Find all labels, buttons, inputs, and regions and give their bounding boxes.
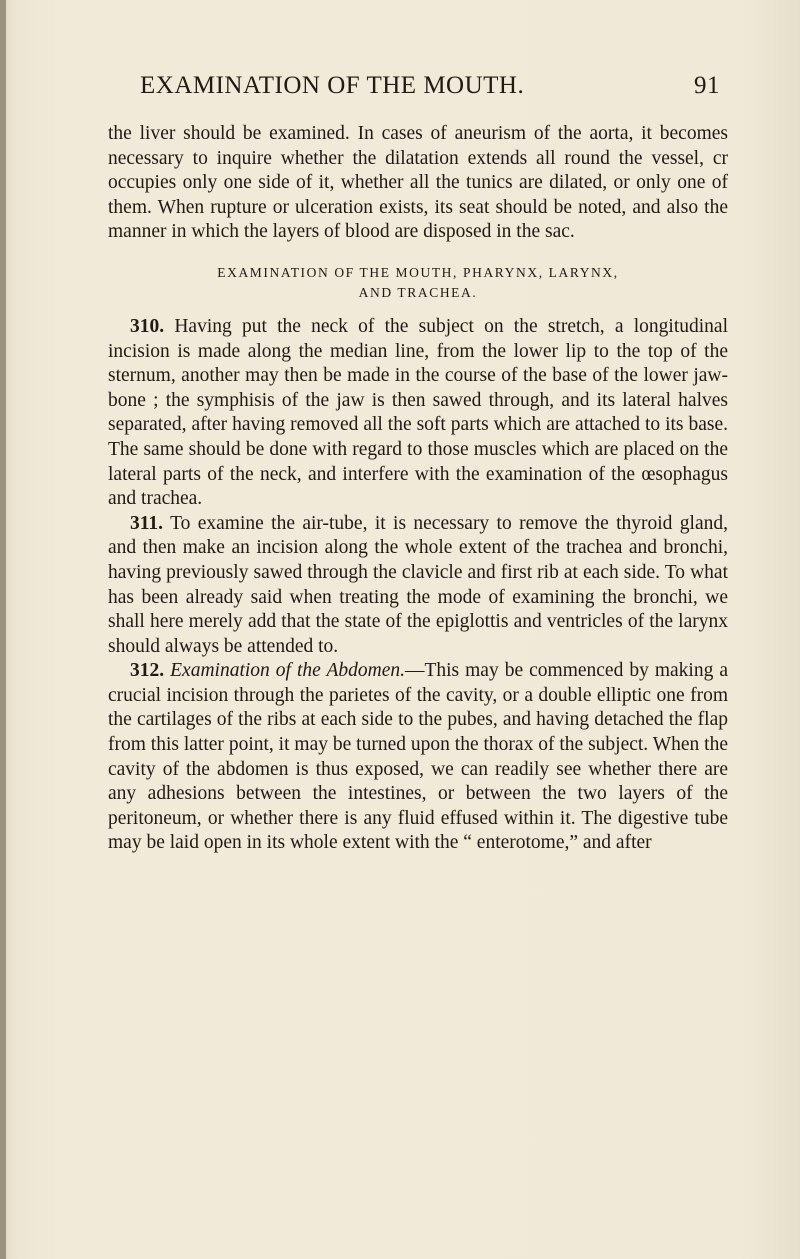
paragraph-312	[108, 659, 728, 856]
section-heading-line-2: AND TRACHEA.	[358, 284, 478, 300]
page-spine-edge	[0, 0, 6, 1259]
paragraph-number: 311.	[130, 512, 164, 534]
paragraph-311	[108, 512, 728, 660]
section-heading-line-1: EXAMINATION OF THE MOUTH, PHARYNX, LARYNX,	[217, 264, 619, 280]
opening-paragraph: the liver should be examined. In cases of aneurism of the aorta, it becomes necessary to inquire whether the dilatation extends all round the vessel, cr occupies only one side of it, whether all the tunics are dilated, or only one of them. When rupture or ulceration exists, its seat should be noted, and also the manner in which the layers of blood are disposed in the sac.	[108, 123, 728, 243]
paragraph-text: To examine the air-tube, it is necessary to remove the thyroid gland, and then make an incision along the whole extent of the trachea and bronchi, having previously sawed through the clavicle and first rib at each side. To what has been already said when treating the mode of examining the bronchi, we shall here merely add that the state of the epiglottis and ventricles of the larynx should always be attended to.	[108, 512, 728, 657]
paragraph-italic-lead: Examination of the Abdomen.	[170, 660, 405, 682]
page-number: 91	[694, 72, 720, 99]
running-head	[140, 72, 720, 100]
section-heading	[108, 263, 728, 303]
body-text	[108, 122, 728, 856]
paragraph-number: 310.	[130, 315, 165, 337]
paragraph-text: Having put the neck of the subject on the stretch, a longitudinal incision is made along the median line, from the lower lip to the top of the sternum, another may then be made in the course of the base of the lower jaw-bone ; the symphisis of the jaw is then sawed through, and its lateral halves separated, after having removed all the soft parts which are attached to its base. The same should be done with regard to those muscles which are placed on the lateral parts of the neck, and interfere with the examination of the œsophagus and trachea.	[108, 315, 728, 510]
paragraph-text: —This may be commenced by making a crucial incision through the parietes of the cavity, or a double elliptic one from the cartilages of the ribs at each side to the pubes, and having detached the flap from this latter point, it may be turned upon the thorax of the subject. When the cavity of the abdomen is thus exposed, we can readily see whether there are any adhesions between the intestines, or between the two layers of the peritoneum, or whether there is any fluid effused within it. The digestive tube may be laid open in its whole extent with the “ enterotome,” and after	[108, 660, 728, 854]
paragraph-310	[108, 315, 728, 512]
running-head-title: EXAMINATION OF THE MOUTH.	[140, 72, 525, 99]
paragraph-number: 312.	[130, 660, 165, 682]
